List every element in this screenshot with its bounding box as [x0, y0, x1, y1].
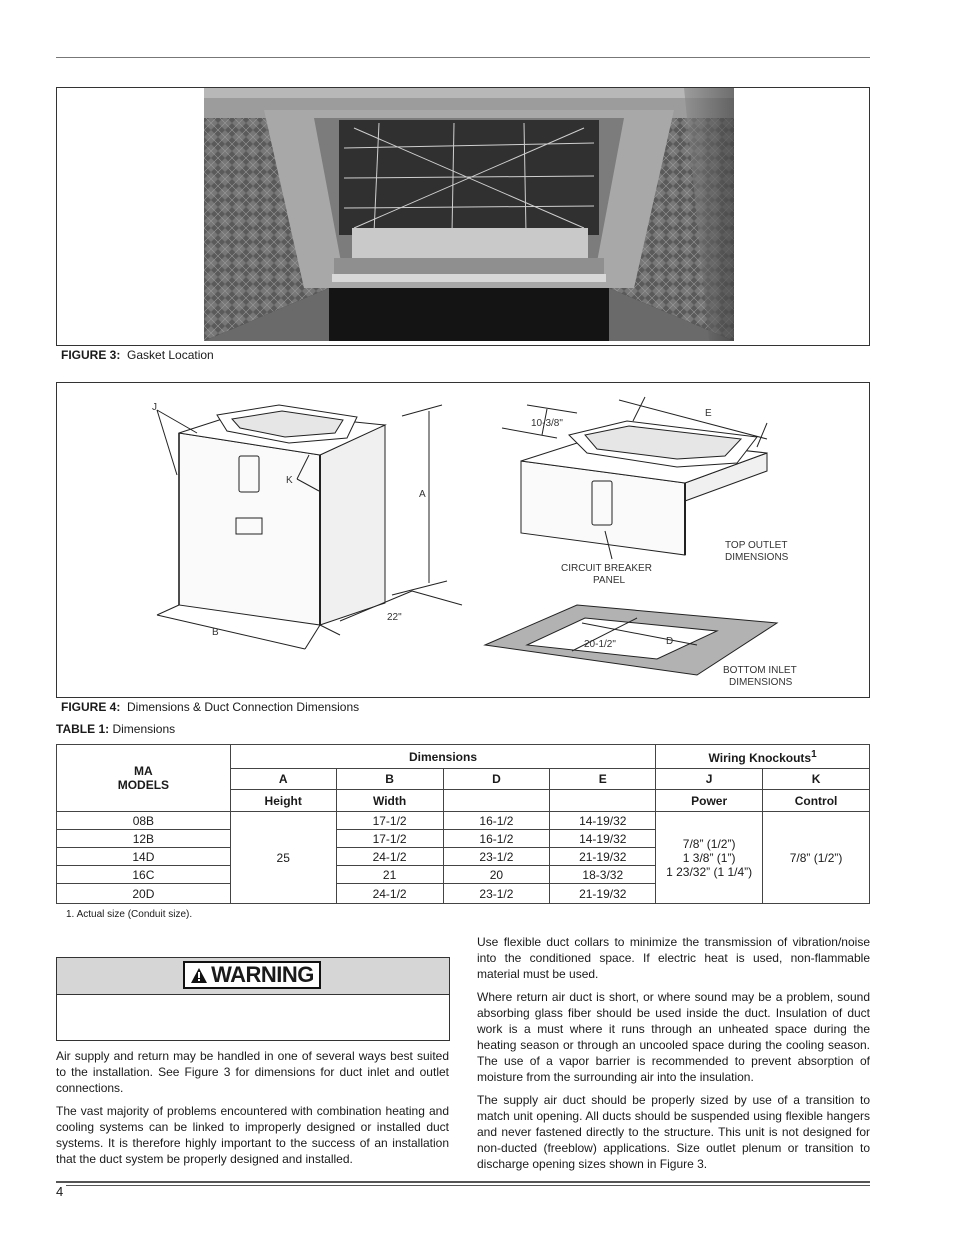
- label-e: E: [705, 408, 712, 419]
- label-d: D: [666, 636, 674, 647]
- figure-4-label: FIGURE 4:: [61, 700, 121, 714]
- gasket-location-photo: [204, 88, 734, 341]
- control-value: 7/8” (1/2”): [763, 812, 870, 904]
- label-top-offset: 10-3/8": [531, 418, 563, 429]
- paragraph: Air supply and return may be handled in one of several ways best suited to the installation. See Figure 3 for dimensions for duct inlet and outlet connections.: [56, 1049, 449, 1095]
- label-top-outlet: TOP OUTLET: [725, 540, 788, 551]
- label-circuit-breaker-panel: PANEL: [593, 575, 626, 586]
- cabinet-side-face: [320, 425, 385, 625]
- paragraph: The supply air duct should be properly sized by use of a transition to match unit opening. All ducts should be suspended using flexible hangers and never fastened directly to the structure. This unit is not designed for non-ducted (freeblow) applications. Size outlet plenum or transition to discharge opening sizes shown in Figure 3.: [477, 1093, 870, 1171]
- table-row: 16C 21 20 18-3/32: [57, 866, 870, 884]
- col-e: E: [550, 769, 656, 790]
- power-values: 7/8” (1/2”) 1 3/8” (1”) 1 23/32” (1 1/4”): [656, 812, 763, 904]
- label-bottom-inlet: BOTTOM INLET: [723, 665, 797, 676]
- wiring-header: Wiring Knockouts$^1$: [656, 745, 870, 769]
- footer-rule: [56, 1181, 870, 1183]
- table-row: 12B 17-1/2 16-1/2 14-19/32: [57, 830, 870, 848]
- figure-4-text: Dimensions & Duct Connection Dimensions: [127, 700, 360, 714]
- col-j: J: [656, 769, 763, 790]
- label-j: J: [152, 402, 157, 413]
- table-row: 20D 24-1/2 23-1/2 21-19/32: [57, 884, 870, 904]
- page-number: 4: [56, 1184, 64, 1199]
- warning-label: WARNING: [183, 961, 321, 989]
- table-row: 14D 24-1/2 23-1/2 21-19/32: [57, 848, 870, 866]
- table-1-text: Dimensions: [112, 722, 176, 736]
- label-a: A: [419, 489, 426, 500]
- warning-box: [56, 957, 450, 1041]
- height-value: 25: [230, 812, 336, 904]
- label-b: B: [212, 627, 219, 638]
- dimensions-table: [56, 744, 870, 904]
- table-footnote: 1. Actual size (Conduit size).: [66, 909, 193, 920]
- table-1-caption: [56, 722, 175, 736]
- paragraph: The vast majority of problems encountered with combination heating and cooling systems can be linked to improperly designed or installed duct systems. It is therefore highly important to the success of an installation that the duct system be properly designed and installed.: [56, 1104, 449, 1166]
- paragraph: Use flexible duct collars to minimize the transmission of vibration/noise into the conditioned space. If electric heat is used, non-flammable material must be used.: [477, 935, 870, 981]
- paragraph: Where return air duct is short, or where sound may be a problem, sound absorbing glass fiber should be used inside the duct. Insulation of duct work is a must where it runs through an unheated space during the heating season or through an uncooled space during the cooling season. The use of a vapor barrier is recommended to prevent absorption of moisture from the surrounding air into the insulation.: [477, 990, 870, 1084]
- figure-3-label: FIGURE 3:: [61, 348, 121, 362]
- sub-power: Power: [656, 790, 763, 812]
- sub-width: Width: [336, 790, 443, 812]
- col-a: A: [230, 769, 336, 790]
- header-rule: [56, 57, 870, 58]
- models-header: MA MODELS: [57, 745, 231, 812]
- left-column: [56, 1048, 449, 1174]
- label-top-outlet-dimensions: DIMENSIONS: [725, 552, 789, 563]
- col-b: B: [336, 769, 443, 790]
- dimensions-diagram: [57, 383, 869, 697]
- table-1-label: TABLE 1:: [56, 722, 110, 736]
- dimensions-header: Dimensions: [230, 745, 655, 769]
- cabinet-front-face: [179, 433, 320, 625]
- sub-control: Control: [763, 790, 870, 812]
- label-inlet-offset: 20-1/2": [584, 639, 616, 650]
- footer-rule-thin: [66, 1185, 870, 1186]
- warning-band: [57, 958, 449, 995]
- col-d: D: [443, 769, 550, 790]
- figure-4-frame: [56, 382, 870, 698]
- figure-4-caption: [61, 700, 359, 714]
- right-column: [477, 934, 870, 1179]
- col-k: K: [763, 769, 870, 790]
- label-bottom-inlet-dimensions: DIMENSIONS: [729, 677, 793, 688]
- label-k: K: [286, 475, 293, 486]
- figure-3-caption: [61, 348, 214, 362]
- sub-height: Height: [230, 790, 336, 812]
- figure-3-text: Gasket Location: [127, 348, 214, 362]
- table-row: 08B 25 17-1/2 16-1/2 14-19/32 7/8” (1/2”) 1 3/8” (1”) 1 23/32” (1 1/4”) 7/8” (1/2”): [57, 812, 870, 830]
- label-depth: 22": [387, 612, 402, 623]
- label-circuit-breaker: CIRCUIT BREAKER: [561, 563, 652, 574]
- warning-triangle-icon: [190, 967, 208, 984]
